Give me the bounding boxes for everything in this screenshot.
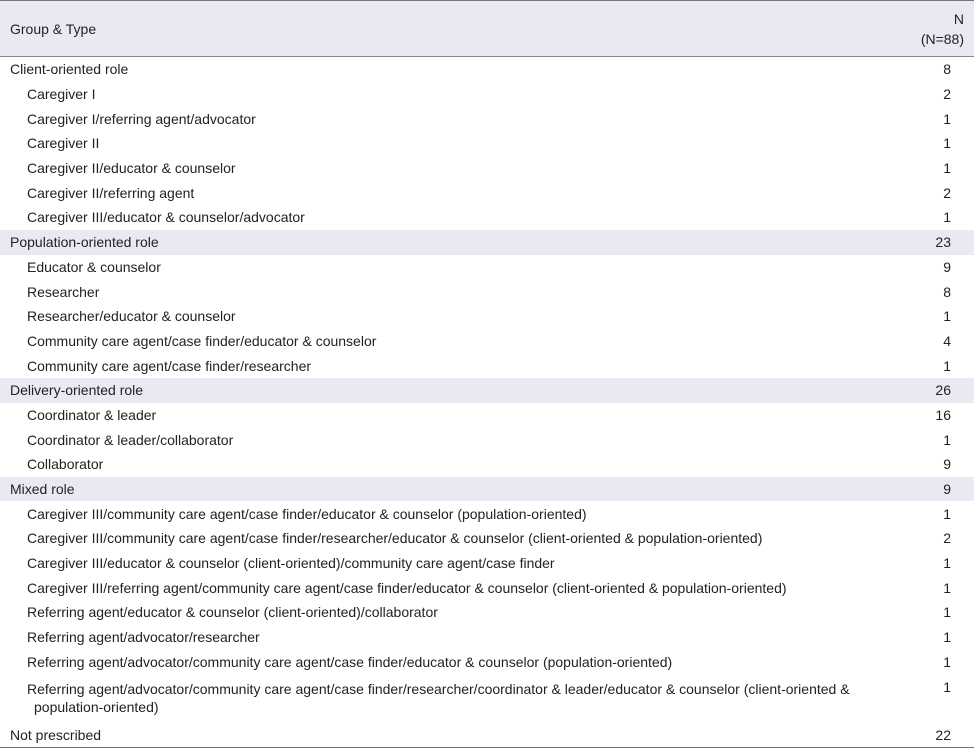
type-label: Researcher [27,283,100,300]
type-count: 9 [943,456,951,473]
table-row [0,551,974,576]
group-count: 8 [943,61,951,78]
type-count: 8 [943,283,951,300]
group-row-population [0,230,974,255]
type-label: Coordinator & leader/collaborator [27,431,234,448]
group-row-client [0,57,974,82]
type-label: Educator & counselor [27,258,161,275]
table-row [0,501,974,526]
group-label: Delivery-oriented role [10,382,144,399]
type-count: 1 [943,555,951,572]
type-count: 9 [943,258,951,275]
type-label: Collaborator [27,456,104,473]
type-count: 1 [943,604,951,621]
type-count: 1 [943,308,951,325]
group-label: Not prescribed [10,726,102,743]
type-label: Referring agent/advocator/researcher [27,629,260,646]
group-row-mixed [0,477,974,502]
table-row [0,329,974,354]
table-row [0,674,974,722]
type-label: Community care agent/case finder/researcher [27,357,312,374]
type-count: 1 [943,160,951,177]
type-count: 1 [943,357,951,374]
table-row [0,106,974,131]
header-n [900,1,974,57]
group-label: Mixed role [10,481,75,498]
type-label: Caregiver II/referring agent [27,184,195,201]
group-label: Population-oriented role [10,234,159,251]
type-label: Caregiver III/community care agent/case finder/educator & counselor (population-oriented) [27,505,587,522]
type-label: Researcher/educator & counselor [27,308,236,325]
header-n-label: N [953,10,964,27]
table-row [0,205,974,230]
type-label: Referring agent/educator & counselor (client-oriented)/collaborator [27,604,438,621]
type-label: Referring agent/advocator/community care agent/case finder/educator & counselor (population-oriented) [27,653,673,670]
group-count: 26 [935,382,951,399]
type-label-line: Referring agent/advocator/community care agent/case finder/researcher/coordinator & leader/educator & counselor (client-oriented & [27,681,850,698]
group-row-delivery [0,378,974,403]
type-count: 2 [943,86,951,103]
type-label: Caregiver II/educator & counselor [27,160,236,177]
type-label-line: population-oriented) [34,699,159,716]
header-n-total: (N=88) [920,30,964,47]
table-row [0,156,974,181]
type-count: 16 [935,406,951,423]
group-row-not-prescribed [0,722,974,747]
type-count: 1 [943,209,951,226]
table-row [0,403,974,428]
type-label: Caregiver III/educator & counselor (client-oriented)/community care agent/case finder [27,555,555,572]
table-row [0,526,974,551]
type-count: 1 [943,579,951,596]
table-row [0,452,974,477]
group-count: 22 [935,726,951,743]
type-count: 1 [943,135,951,152]
type-label: Caregiver III/community care agent/case finder/researcher/educator & counselor (client-oriented & population-oriented) [27,530,763,547]
type-count: 1 [943,629,951,646]
table-row [0,180,974,205]
type-count: 1 [943,679,951,696]
table-row [0,427,974,452]
group-label: Client-oriented role [10,61,129,78]
type-label: Caregiver I/referring agent/advocator [27,110,256,127]
type-label: Community care agent/case finder/educator & counselor [27,332,377,349]
type-label [0,674,900,722]
type-count: 2 [943,184,951,201]
table-row [0,131,974,156]
header-group-type: Group & Type [10,20,97,37]
table-row [0,575,974,600]
type-count: 4 [943,332,951,349]
table-header-row [0,1,974,57]
group-count: 23 [935,234,951,251]
type-label: Caregiver I [27,86,96,103]
type-label: Caregiver II [27,135,100,152]
table-row [0,600,974,625]
type-count: 2 [943,530,951,547]
table-row [0,304,974,329]
table-row [0,353,974,378]
table-row [0,82,974,107]
type-count: 1 [943,110,951,127]
type-count: 1 [943,505,951,522]
table-row [0,255,974,280]
table-row [0,650,974,675]
table-row [0,279,974,304]
type-label: Caregiver III/referring agent/community care agent/case finder/educator & counselor (client-oriented & population-oriented) [27,579,787,596]
group-count: 9 [943,481,951,498]
type-label: Caregiver III/educator & counselor/advocator [27,209,305,226]
table-row [0,625,974,650]
type-count: 1 [943,431,951,448]
type-label: Coordinator & leader [27,406,157,423]
type-count: 1 [943,653,951,670]
